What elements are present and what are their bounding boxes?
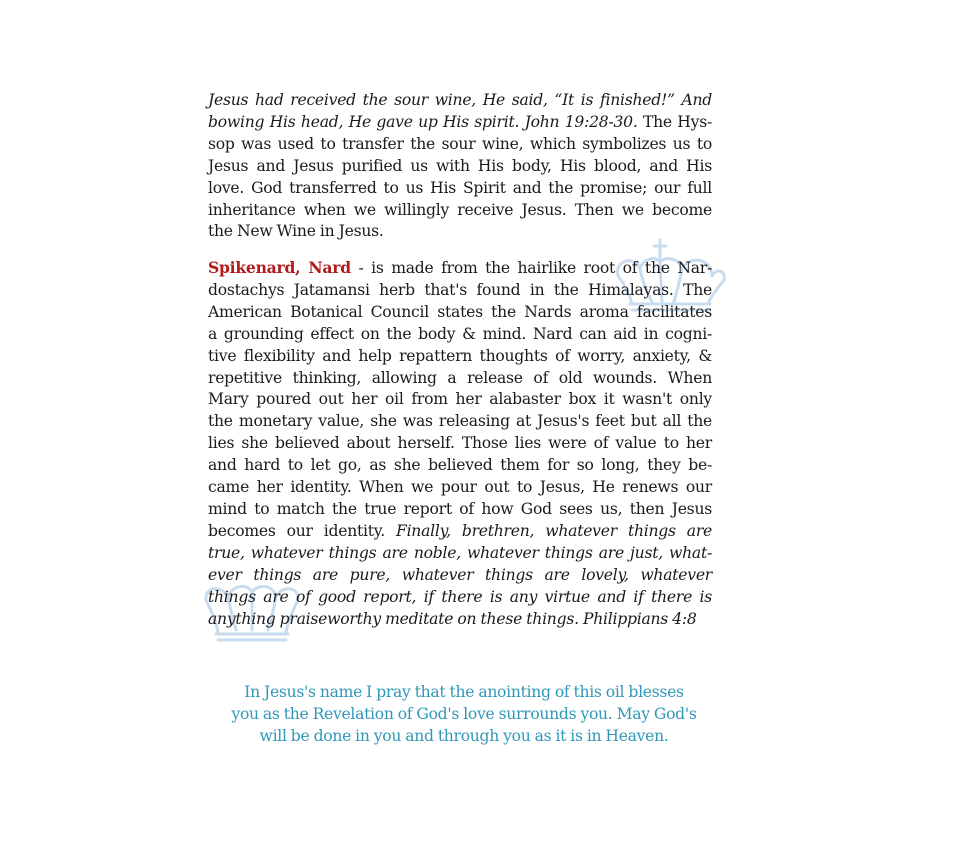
body-text: - is made from the hairlike root of the Nar- (350, 259, 712, 277)
text-line (208, 521, 712, 543)
body-text: inheritance when we willingly receive Jesus. Then we become (208, 200, 712, 219)
scripture-quote: Jesus had received the sour wine, He said, “It is finished!” And (208, 91, 712, 109)
body-text: love. God transferred to us His Spirit and the promise; our full (208, 178, 712, 197)
text-line (208, 346, 712, 368)
text-line (208, 178, 712, 200)
text-line (208, 565, 712, 587)
text-line (208, 200, 712, 222)
body-text: the monetary value, she was releasing at Jesus's feet but all the (208, 412, 712, 431)
body-text: mind to match the true report of how God sees us, then Jesus (208, 499, 712, 518)
body-text: The Hys- (637, 112, 712, 131)
closing-prayer (208, 681, 720, 747)
body-text: American Botanical Council states the Nards aroma facilitates (208, 302, 712, 321)
body-text: Jesus and Jesus purified us with His body, His blood, and His (208, 156, 712, 175)
body-text: a grounding effect on the body & mind. Nard can aid in cogni- (208, 324, 712, 343)
body-text: repetitive thinking, allowing a release of old wounds. When (208, 368, 712, 387)
text-line (208, 112, 712, 134)
scripture-quote: anything praiseworthy meditate on these things. Philippians 4:8 (208, 609, 697, 628)
prayer-line: you as the Revelation of God's love surrounds you. May God's (231, 705, 697, 723)
text-line (208, 433, 712, 455)
text-line (208, 156, 712, 178)
text-line (208, 257, 712, 280)
text-line (208, 324, 712, 346)
scripture-quote: bowing His head, He gave up His spirit. John 19:28-30. (208, 112, 638, 131)
text-line (208, 499, 712, 521)
body-text: becomes our identity. (208, 521, 396, 540)
body-text: and hard to let go, as she believed them for so long, they be- (208, 456, 712, 475)
body-text: lies she believed about herself. Those lies were of value to her (208, 434, 712, 453)
text-line (208, 609, 712, 631)
paragraph-spikenard (208, 257, 712, 630)
text-line (208, 90, 712, 112)
body-text: Mary poured out her oil from her alabaster box it wasn't only (208, 390, 712, 409)
text-line (208, 134, 712, 156)
scripture-quote: Finally, brethren, whatever things are (396, 521, 713, 540)
scripture-quote: things are of good report, if there is any virtue and if there is (208, 587, 712, 606)
body-text: came her identity. When we pour out to Jesus, He renews our (208, 478, 712, 497)
scripture-quote: ever things are pure, whatever things are lovely, whatever (208, 565, 712, 584)
text-line (208, 477, 712, 499)
body-text: dostachys Jatamansi herb that's found in the Himalayas. The (208, 280, 712, 299)
scripture-quote: true, whatever things are noble, whatever things are just, what- (208, 543, 712, 562)
text-line (208, 221, 712, 243)
body-text: tive flexibility and help repattern thoughts of worry, anxiety, & (208, 346, 712, 365)
term-heading: Spikenard, Nard (208, 258, 351, 277)
text-line (208, 455, 712, 477)
text-line (208, 411, 712, 433)
text-line (208, 543, 712, 565)
text-line (208, 302, 712, 324)
prayer-line: will be done in you and through you as it is in Heaven. (259, 727, 669, 745)
text-line (208, 389, 712, 411)
text-line (208, 587, 712, 609)
body-text: the New Wine in Jesus. (208, 222, 384, 241)
paragraph-hyssop (208, 90, 712, 243)
prayer-line: In Jesus's name I pray that the anointing of this oil blesses (244, 683, 684, 701)
text-line (208, 280, 712, 302)
text-line (208, 368, 712, 390)
body-text: sop was used to transfer the sour wine, which symbolizes us to (208, 134, 712, 153)
